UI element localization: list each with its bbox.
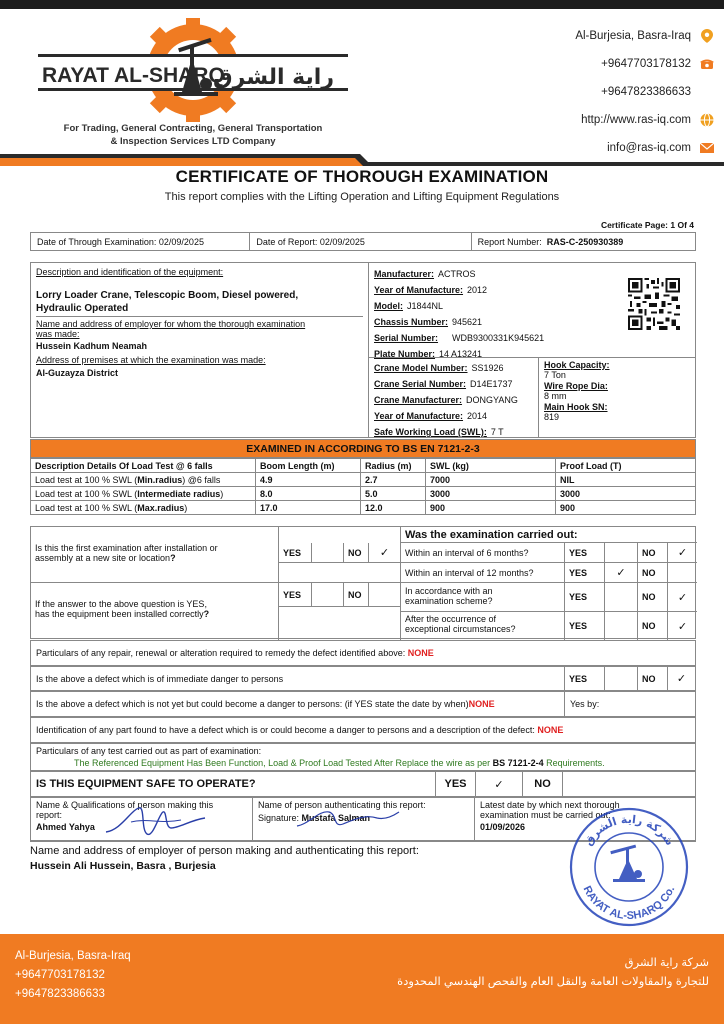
safe-no-box[interactable] xyxy=(563,772,695,796)
globe-icon xyxy=(699,113,714,128)
contact-phone-2[interactable]: +9647823386633 xyxy=(601,86,691,98)
c3-yes-box[interactable] xyxy=(605,583,638,612)
safe-to-operate-row: IS THIS EQUIPMENT SAFE TO OPERATE? YES ✓ NO xyxy=(30,771,696,797)
table-row: Load test at 100 % SWL (Intermediate radius) 8.0 5.0 3000 3000 xyxy=(31,487,696,501)
carried-out-title: Was the examination carried out: xyxy=(401,527,697,543)
svg-text:RAYAT AL-SHARQ Co.: RAYAT AL-SHARQ Co. xyxy=(580,884,678,923)
safe-yes-check[interactable]: ✓ xyxy=(476,772,523,796)
c4-yes-box[interactable] xyxy=(605,612,638,640)
company-stamp-icon xyxy=(568,806,690,928)
equipment-description: Description and identification of the equipment: Lorry Loader Crane, Telescopic Boom, Diesel powered, Hydraulic Operated Name and address of employer for whom the thorough examination was made: Hussein Kadhum Neamah Address of premises at which the examination was made: Al-Guzayza District xyxy=(31,263,368,437)
next-exam-date: Latest date by which next thorough examination must be carried out: 01/09/2026 xyxy=(480,800,620,832)
c2-no-box[interactable] xyxy=(668,563,697,583)
equipment-block xyxy=(30,262,696,438)
table-row: Load test at 100 % SWL (Min.radius) @6 falls 4.9 2.7 7000 NIL xyxy=(31,473,696,487)
header-contacts xyxy=(494,22,714,162)
q1-no-check[interactable]: ✓ xyxy=(369,543,401,563)
q2-no-box[interactable] xyxy=(369,583,401,607)
employer-of-reporter: Name and address of employer of person making and authenticating this report: Hussein Ali Hussein, Basra , Burjesia xyxy=(30,841,696,891)
immediate-danger-row: Is the above a defect which is of immediate danger to persons YES NO ✓ xyxy=(30,666,696,691)
immediate-no-check[interactable]: ✓ xyxy=(676,673,687,685)
crane-details: Crane Model Number: SS1926 Crane Serial Number: D14E1737 Crane Manufacturer: DONGYANG Year of Manufacture: 2014 Safe Working Load (SWL): 7 T Hook Capacity: 7 Ton Wire Rope Dia: 8 mm Main Hook SN: 819 xyxy=(368,358,696,437)
phone-icon xyxy=(699,57,714,72)
examination-grid: Is this the first examination after installation or assembly at a new site or location? YES NO ✓ If the answer to the above question is YES, has the equipment been installed correctly? YES NO Was the examination carried out: Within an interval of 6 months? YES NO ✓ Within an interval of 12 months? YES ✓ NO In accordance with an examination scheme? YES NO ✓ After the occurrence of exceptional circumstances? YES NO ✓ xyxy=(30,526,696,639)
future-danger-row: Is the above a defect which is not yet but could become a danger to persons: (if YES state the date by when) NONE Yes by: xyxy=(30,691,696,717)
c3-no-check[interactable]: ✓ xyxy=(668,583,697,612)
svg-text:RAYAT AL-SHARQ: RAYAT AL-SHARQ xyxy=(42,64,225,87)
report-authenticator: Name of person authenticating this report: Signature: Mustafa Salman xyxy=(253,798,475,840)
signature-scribble-icon xyxy=(293,802,403,836)
brand-logo-block xyxy=(38,18,348,148)
c1-no-check[interactable]: ✓ xyxy=(668,543,697,563)
repair-row: Particulars of any repair, renewal or alteration required to remedy the defect identified above: NONE xyxy=(30,640,696,666)
report-number: Report Number: RAS-C-250930389 xyxy=(477,236,624,247)
svg-text:راية الشرق: راية الشرق xyxy=(212,65,334,90)
c1-yes-box[interactable] xyxy=(605,543,638,563)
top-dark-bar xyxy=(0,0,724,9)
immediate-yes-box[interactable] xyxy=(605,667,638,690)
q1-yes-box[interactable] xyxy=(312,543,344,563)
contact-website[interactable]: http://www.ras-iq.com xyxy=(494,106,714,134)
table-header-row: Description Details Of Load Test @ 6 falls Boom Length (m) Radius (m) SWL (kg) Proof Load (T) xyxy=(31,459,696,473)
brand-tagline: For Trading, General Contracting, General Transportation & Inspection Services LTD Company xyxy=(63,123,323,147)
q2-yes-box[interactable] xyxy=(312,583,344,607)
standard-bar: EXAMINED IN ACCORDING TO BS EN 7121-2-3 xyxy=(30,439,696,458)
load-test-table xyxy=(30,458,696,515)
report-maker: Name & Qualifications of person making this report: Ahmed Yahya xyxy=(31,798,253,840)
defect-identification-row: Identification of any part found to have a defect which is or could become a danger to persons and a description of the defect: NONE xyxy=(30,717,696,743)
dates-row xyxy=(30,232,696,251)
svg-text:شركة راية الشرق: شركة راية الشرق xyxy=(581,812,677,848)
signature-scribble-icon xyxy=(101,800,211,840)
certificate-page: Certificate Page: 1 Of 4 xyxy=(600,220,694,230)
location-pin-icon xyxy=(699,29,714,44)
company-logo-icon xyxy=(38,18,348,122)
contact-address: Al-Burjesia, Basra-Iraq xyxy=(494,22,714,50)
question-installed-correctly: If the answer to the above question is YES, has the equipment been installed correctly? xyxy=(31,583,279,640)
report-date: Date of Report: 02/09/2025 xyxy=(250,233,471,250)
contact-email[interactable]: info@ras-iq.com xyxy=(494,134,714,162)
question-first-exam: Is this the first examination after installation or assembly at a new site or location? xyxy=(31,527,279,583)
c2-yes-check[interactable]: ✓ xyxy=(605,563,638,583)
certificate-subtitle: This report complies with the Lifting Operation and Lifting Equipment Regulations xyxy=(164,191,560,203)
footer-company-arabic: شركة راية الشرق للتجارة والمقاولات العامة والنقل العام والفحص الهندسي المحدودة xyxy=(397,957,709,988)
exam-date: Date of Through Examination: 02/09/2025 xyxy=(31,233,250,250)
vehicle-details: Manufacturer: ACTROS Year of Manufacture: 2012 Model: J1844NL Chassis Number: 945621 Serial Number: WDB9300331K945621 Plate Number: 14 A13241 xyxy=(368,263,696,358)
table-row: Load test at 100 % SWL (Max.radius) 17.0 12.0 900 900 xyxy=(31,501,696,515)
tests-row: Particulars of any test carried out as part of examination: The Referenced Equipment Has Been Function, Load & Proof Load Tested After Replace the wire as per BS 7121-2-4 Requirements. xyxy=(30,743,696,771)
certificate-title: CERTIFICATE OF THOROUGH EXAMINATION xyxy=(175,167,549,186)
header-divider xyxy=(0,150,724,166)
footer xyxy=(0,934,724,1024)
contact-phone-1[interactable]: +9647703178132 xyxy=(494,50,714,78)
c4-no-check[interactable]: ✓ xyxy=(677,620,688,633)
qr-code-icon[interactable] xyxy=(628,278,680,330)
footer-contacts: Al-Burjesia, Basra-Iraq +9647703178132 +9647823386633 xyxy=(15,950,131,1000)
